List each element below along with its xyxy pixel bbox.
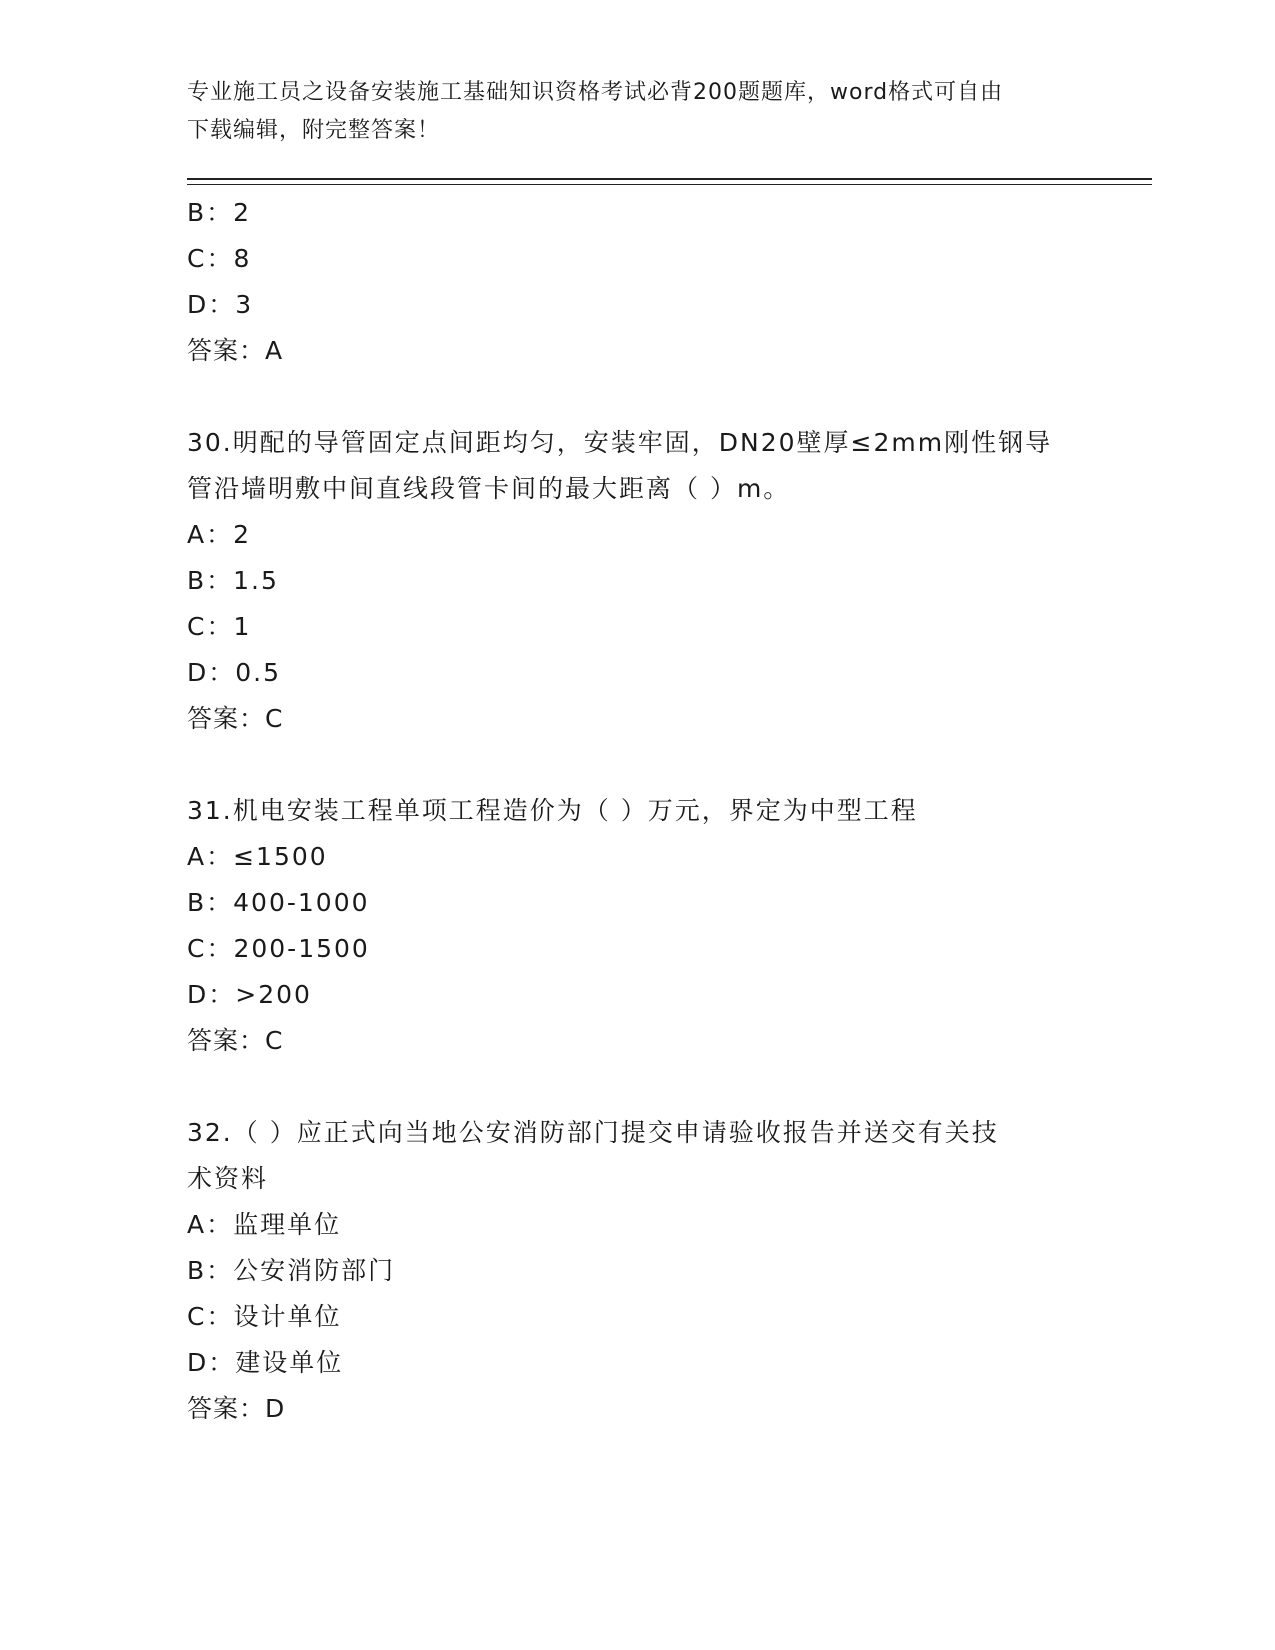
- question-stem-line-1: 31.机电安装工程单项工程造价为（ ）万元，界定为中型工程: [187, 796, 918, 825]
- option-a: A：2: [187, 520, 252, 549]
- question-stem-line-1: 32.（ ）应正式向当地公安消防部门提交申请验收报告并送交有关技: [187, 1118, 999, 1147]
- header-line-1: 专业施工员之设备安装施工基础知识资格考试必背200题题库，word格式可自由: [187, 80, 1004, 105]
- answer-line: 答案：C: [187, 704, 284, 733]
- question-list: [187, 190, 1087, 1432]
- answer-line: 答案：D: [187, 1394, 286, 1423]
- question-block-32: [187, 1110, 1087, 1432]
- spacer: [187, 742, 1087, 788]
- option-d: D：0.5: [187, 658, 282, 687]
- answer-line: 答案：A: [187, 336, 284, 365]
- option-d: D：3: [187, 290, 254, 319]
- question-block-31: [187, 788, 1087, 1064]
- answer-line: 答案：C: [187, 1026, 284, 1055]
- question-block-29: [187, 190, 1087, 374]
- document-header: [187, 74, 1067, 150]
- question-stem: [187, 420, 1087, 512]
- option-a: A：监理单位: [187, 1210, 342, 1239]
- option-c: C：8: [187, 244, 252, 273]
- question-stem-line-2: 术资料: [187, 1164, 269, 1193]
- option-b: B：400-1000: [187, 888, 370, 917]
- option-b: B：1.5: [187, 566, 279, 595]
- question-stem-line-1: 30.明配的导管固定点间距均匀，安装牢固，DN20壁厚≤2mm刚性钢导: [187, 428, 1053, 457]
- option-c: C：200-1500: [187, 934, 370, 963]
- spacer: [187, 1064, 1087, 1110]
- option-b: B：公安消防部门: [187, 1256, 396, 1285]
- header-divider-thick: [187, 178, 1152, 180]
- option-a: A：≤1500: [187, 842, 328, 871]
- question-stem: [187, 1110, 1087, 1202]
- spacer: [187, 374, 1087, 420]
- option-c: C：1: [187, 612, 252, 641]
- question-stem: [187, 788, 1087, 834]
- header-line-2: 下载编辑，附完整答案！: [187, 118, 441, 143]
- option-c: C：设计单位: [187, 1302, 342, 1331]
- question-block-30: [187, 420, 1087, 742]
- option-d: D：建设单位: [187, 1348, 344, 1377]
- option-d: D：>200: [187, 980, 312, 1009]
- question-stem-line-2: 管沿墙明敷中间直线段管卡间的最大距离（ ）m。: [187, 474, 791, 503]
- header-divider-thin: [187, 184, 1152, 185]
- option-b: B：2: [187, 198, 252, 227]
